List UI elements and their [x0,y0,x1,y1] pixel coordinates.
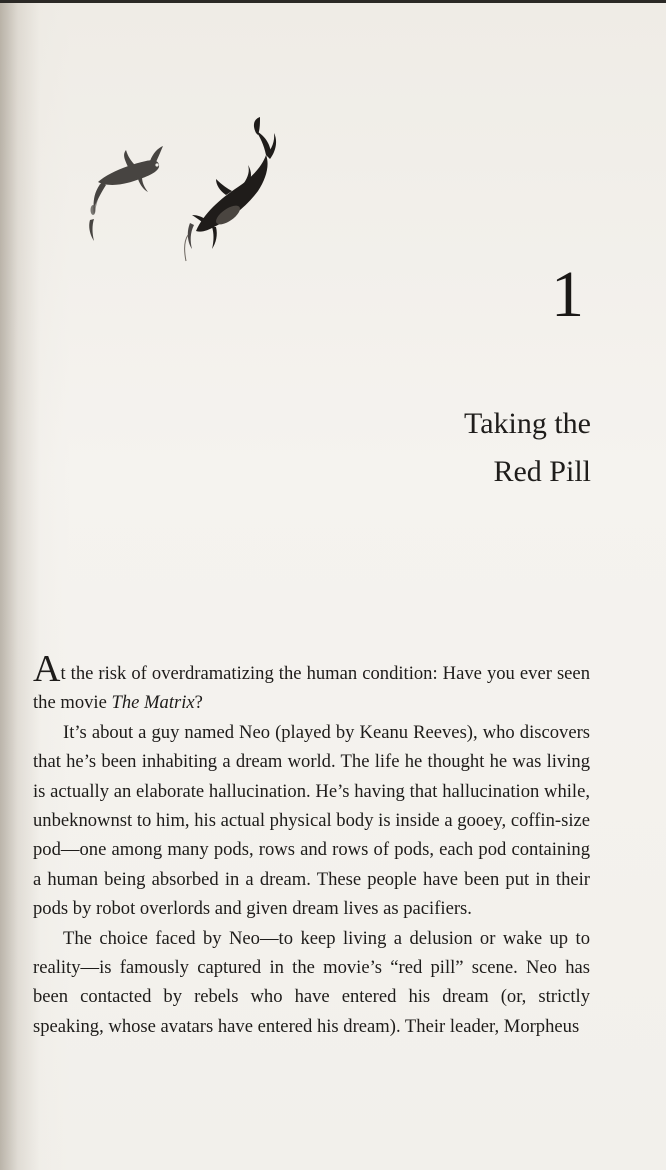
chapter-title-line-1: Taking the [463,407,591,440]
paragraph-1-text-a: t the risk of overdramatizing the human condition: Have you ever seen the movie [33,663,590,714]
paragraph-1 [33,650,590,718]
paragraph-1-text-b: ? [194,692,203,714]
paragraph-2: It’s about a guy named Neo (played by Keanu Reeves), who discovers that he’s been inhabiting a dream world. The life he thought he was living is actually an elaborate hallucination. He’s having that hallucination while, unbeknownst to him, his actual physical body is inside a gooey, coffin-size pod—one among many pods, rows and rows of pods, each pod containing a human being absorbed in a dream. These people have been put in their pods by robot overlords and given dream lives as pacifiers. [33,721,590,920]
body-text [33,650,590,1041]
chapter-title-line-2: Red Pill [493,455,591,488]
paragraph-3: The choice faced by Neo—to keep living a delusion or wake up to reality—is famously captured in the movie’s “red pill” scene. Neo has been contacted by rebels who have entered his dream (or, strictly speaking, whose avatars have entered his dream). Their leader, Morpheus [33,927,590,1037]
drop-cap: A [33,648,61,690]
chapter-number: 1 [551,258,584,331]
koi-fish-icon [80,115,280,265]
movie-title: The Matrix [111,692,195,714]
chapter-title [464,400,591,496]
top-edge [0,0,666,3]
